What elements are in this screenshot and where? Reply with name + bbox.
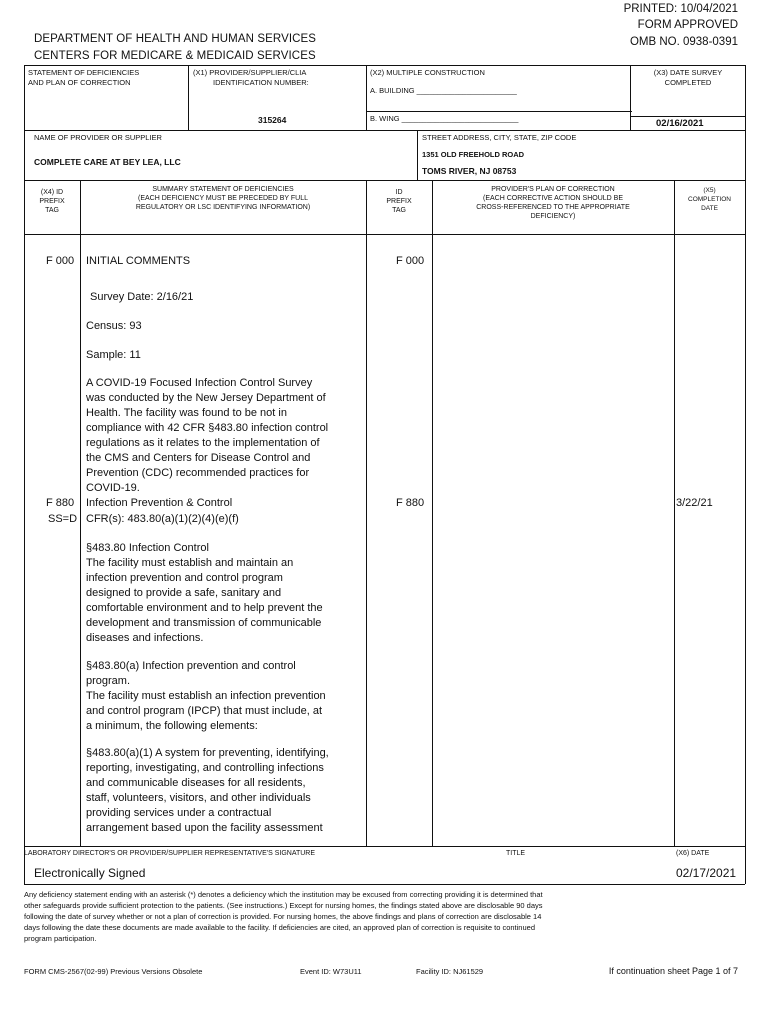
census: Census: 93 bbox=[86, 320, 142, 332]
completion-date: 3/22/21 bbox=[676, 497, 713, 509]
agency-title: CENTERS FOR MEDICARE & MEDICAID SERVICES bbox=[34, 50, 316, 62]
cfr-reference: CFR(s): 483.80(a)(1)(2)(4)(e)(f) bbox=[86, 513, 239, 525]
infection-control-paragraph: §483.80 Infection Control The facility must establish and maintain an infection prevention and control program designed to provide a safe, sanitary and comfortable environment and to help prevent the development and transmission of communicable diseases and infections. bbox=[86, 542, 323, 644]
provider-name: COMPLETE CARE AT BEY LEA, LLC bbox=[34, 157, 181, 167]
continuation-page: If continuation sheet Page 1 of 7 bbox=[608, 966, 738, 976]
street-address: 1351 OLD FREEHOLD ROAD bbox=[422, 150, 525, 159]
signature-date: 02/17/2021 bbox=[676, 866, 737, 880]
scope-severity: SS=D bbox=[48, 513, 78, 525]
plan-header: PROVIDER'S PLAN OF CORRECTION (EACH CORRECTIVE ACTION SHOULD BE CROSS-REFERENCED TO THE APPROPRIATE DEFICIENCY) bbox=[476, 186, 630, 220]
form-number: FORM CMS-2567(02-99) Previous Versions Obsolete bbox=[24, 967, 203, 976]
covid-survey-paragraph: A COVID-19 Focused Infection Control Survey was conducted by the New Jersey Department of Health. The facility was found to be not in compliance with 42 CFR §483.80 infection control regulations as it relates to the implementation of the CMS and Centers for Disease Control and Prevention (CDC) recommended practices for COVID-19. bbox=[86, 377, 329, 494]
prefix-tag-f000: F 000 bbox=[46, 255, 75, 267]
ipcp-paragraph: §483.80(a) Infection prevention and control program. The facility must establish an infection prevention and control program (IPCP) that must include, at a minimum, the following elements: bbox=[86, 660, 326, 732]
facility-id: Facility ID: NJ61529 bbox=[416, 967, 484, 976]
survey-completed-date: 02/16/2021 bbox=[656, 118, 704, 129]
provider-name-label: NAME OF PROVIDER OR SUPPLIER bbox=[34, 133, 162, 142]
survey-date: Survey Date: 2/16/21 bbox=[90, 291, 194, 303]
id-prefix-header: ID PREFIX TAG bbox=[386, 189, 412, 214]
footnote: Any deficiency statement ending with an asterisk (*) denotes a deficiency which the institution may be excused from correcting providing it is determined that other safeguards provide sufficient protection to the patients. (See instructions.) Except for nursing homes, the findings stated above are disclosable 90 days following the date of survey whether or not a plan of correction is provided. For nursing homes, the above findings and plans of correction are disclosable 14 days following the date these documents are made available to the facility. If deficiencies are cited, an approved plan of correction is requisite to continued program participation. bbox=[24, 890, 543, 943]
system-paragraph: §483.80(a)(1) A system for preventing, identifying, reporting, investigating, and controlling infections and communicable diseases for all residents, staff, volunteers, visitors, and other individuals providing services under a contractual arrangement based upon the facility assessment bbox=[86, 747, 329, 834]
printed-date: PRINTED: 10/04/2021 bbox=[623, 3, 738, 15]
date-label: (X6) DATE bbox=[676, 850, 710, 857]
address-label: STREET ADDRESS, CITY, STATE, ZIP CODE bbox=[422, 133, 577, 142]
city-state-zip: TOMS RIVER, NJ 08753 bbox=[422, 166, 517, 176]
event-id: Event ID: W73U11 bbox=[300, 967, 362, 976]
sample: Sample: 11 bbox=[86, 349, 141, 361]
department-title: DEPARTMENT OF HEALTH AND HUMAN SERVICES bbox=[34, 33, 317, 45]
omb-number: OMB NO. 0938-0391 bbox=[629, 36, 738, 48]
summary-header: SUMMARY STATEMENT OF DEFICIENCIES (EACH DEFICIENCY MUST BE PRECEDED BY FULL REGULATORY OR LSC IDENTIFYING INFORMATION) bbox=[135, 186, 311, 211]
initial-comments-heading: INITIAL COMMENTS bbox=[86, 255, 191, 267]
x1-label: (X1) PROVIDER/SUPPLIER/CLIA IDENTIFICATION NUMBER: bbox=[193, 68, 309, 87]
x4-header: (X4) ID PREFIX TAG bbox=[39, 189, 65, 214]
date-survey-label: (X3) DATE SURVEY COMPLETED bbox=[653, 68, 723, 87]
id-tag-f000: F 000 bbox=[396, 255, 425, 267]
wing-label: B. WING ____________________________ bbox=[370, 114, 519, 123]
signature-value: Electronically Signed bbox=[34, 866, 146, 880]
ipc-title: Infection Prevention & Control bbox=[86, 497, 233, 509]
statement-label: STATEMENT OF DEFICIENCIES AND PLAN OF CORRECTION bbox=[28, 68, 140, 87]
provider-id-number: 315264 bbox=[258, 115, 287, 125]
signature-label: LABORATORY DIRECTOR'S OR PROVIDER/SUPPLIER REPRESENTATIVE'S SIGNATURE bbox=[24, 850, 316, 857]
multiple-construction-label: (X2) MULTIPLE CONSTRUCTION bbox=[370, 68, 485, 77]
x5-header: (X5) COMPLETION DATE bbox=[688, 187, 731, 212]
building-label: A. BUILDING ________________________ bbox=[370, 86, 517, 95]
form-approved: FORM APPROVED bbox=[637, 19, 738, 31]
prefix-tag-f880: F 880 bbox=[46, 497, 75, 509]
id-tag-f880: F 880 bbox=[396, 497, 425, 509]
title-label: TITLE bbox=[506, 850, 526, 857]
